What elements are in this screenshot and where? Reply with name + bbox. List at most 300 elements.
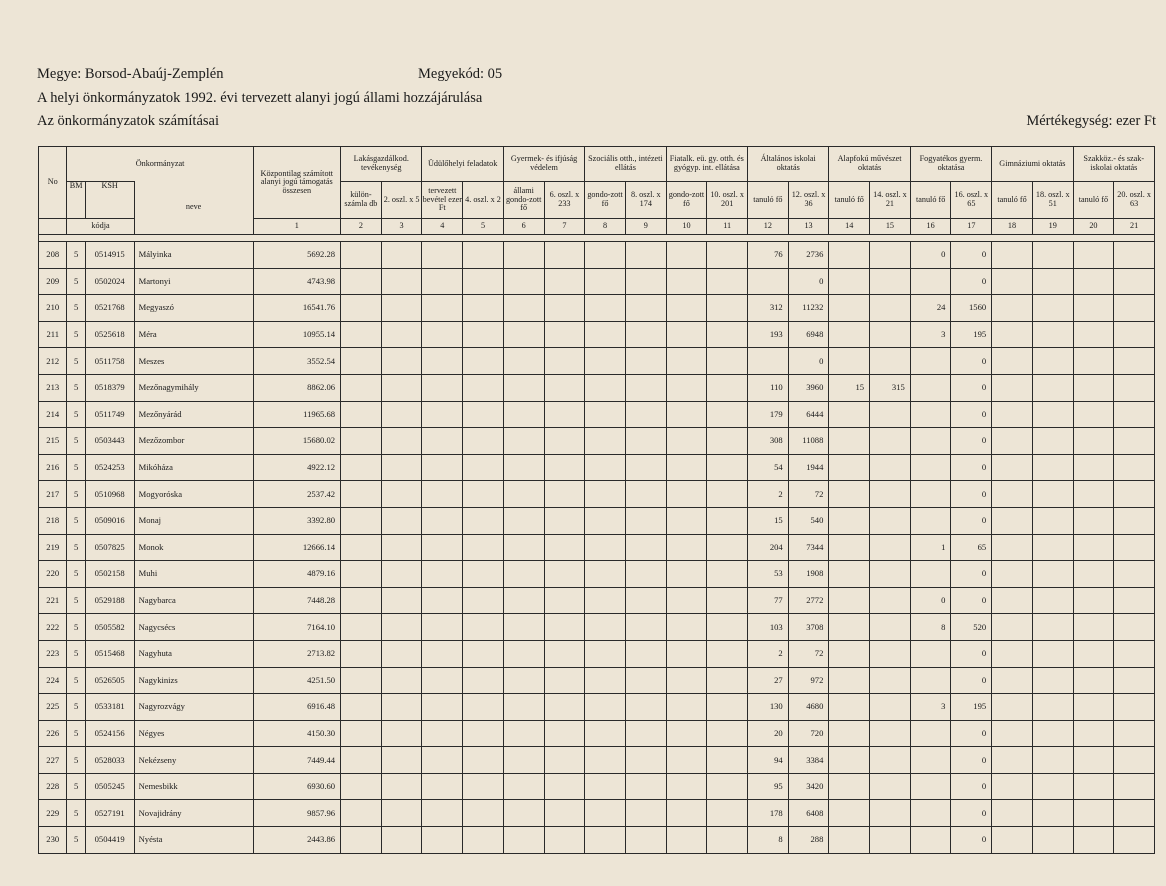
bm-code: 5 (67, 374, 85, 401)
pupils-general: 20 (748, 720, 789, 747)
bm-code: 5 (67, 827, 85, 854)
empty-cell (992, 242, 1033, 269)
empty-cell (544, 534, 585, 561)
empty-cell (544, 481, 585, 508)
empty-cell (1073, 827, 1114, 854)
empty-cell (625, 348, 666, 375)
table-row (39, 507, 1155, 534)
empty-cell (992, 773, 1033, 800)
pupils-art (829, 694, 870, 721)
total-value: 15680.02 (253, 428, 340, 455)
special-amount: 65 (951, 534, 992, 561)
row-number: 221 (39, 587, 67, 614)
table-row (39, 295, 1155, 322)
special-amount: 0 (951, 773, 992, 800)
empty-cell (585, 827, 626, 854)
empty-cell (585, 667, 626, 694)
col-header-gimnazium-a: tanuló fő (992, 182, 1033, 219)
general-amount: 72 (788, 640, 829, 667)
empty-cell (625, 401, 666, 428)
ksh-code: 0511749 (85, 401, 134, 428)
empty-cell (381, 720, 422, 747)
empty-cell (1073, 667, 1114, 694)
row-number: 215 (39, 428, 67, 455)
col-header-lakas-b: 2. oszl. x 5 (381, 182, 422, 219)
total-value: 3392.80 (253, 507, 340, 534)
col-number-9: 9 (625, 219, 666, 235)
row-number: 220 (39, 561, 67, 588)
bm-code: 5 (67, 747, 85, 774)
pupils-general (748, 268, 789, 295)
empty-cell (1073, 401, 1114, 428)
empty-cell (463, 694, 504, 721)
pupils-art (829, 348, 870, 375)
municipality-name: Nekézseny (134, 747, 253, 774)
empty-cell (992, 640, 1033, 667)
art-amount (870, 827, 911, 854)
empty-cell (544, 507, 585, 534)
pupils-general: 312 (748, 295, 789, 322)
empty-cell (422, 401, 463, 428)
empty-cell (585, 321, 626, 348)
empty-cell (1032, 321, 1073, 348)
col-header-udulo-b: 4. oszl. x 2 (463, 182, 504, 219)
table-row (39, 242, 1155, 269)
empty-cell (381, 587, 422, 614)
empty-cell (503, 534, 544, 561)
empty-cell (992, 587, 1033, 614)
col-header-kozpontilag: Központilag számított alanyi jogú támogatás összesen (253, 147, 340, 219)
empty-cell (707, 747, 748, 774)
empty-cell (503, 401, 544, 428)
total-value: 6916.48 (253, 694, 340, 721)
col-header-ksh: KSH (85, 182, 134, 219)
pupils-art (829, 587, 870, 614)
empty-cell (544, 640, 585, 667)
col-header-gimnazium-b: 18. oszl. x 51 (1032, 182, 1073, 219)
empty-cell (463, 747, 504, 774)
empty-cell (341, 720, 382, 747)
row-number: 209 (39, 268, 67, 295)
special-amount: 0 (951, 401, 992, 428)
empty-cell (992, 295, 1033, 322)
empty-cell (422, 561, 463, 588)
empty-cell (992, 374, 1033, 401)
empty-cell (625, 534, 666, 561)
empty-cell (1073, 428, 1114, 455)
empty-cell (992, 747, 1033, 774)
empty-cell (503, 242, 544, 269)
empty-cell (381, 268, 422, 295)
empty-cell (1073, 321, 1114, 348)
empty-cell (422, 587, 463, 614)
empty-cell (381, 321, 422, 348)
empty-cell (1114, 694, 1155, 721)
table-row (39, 374, 1155, 401)
empty-cell (341, 827, 382, 854)
special-amount: 0 (951, 507, 992, 534)
municipality-name: Nagycsécs (134, 614, 253, 641)
pupils-special (910, 827, 951, 854)
empty-cell (463, 640, 504, 667)
empty-cell (585, 800, 626, 827)
table-row (39, 454, 1155, 481)
empty-cell (666, 481, 707, 508)
empty-cell (585, 587, 626, 614)
empty-cell (585, 374, 626, 401)
pupils-general: 130 (748, 694, 789, 721)
bm-code: 5 (67, 773, 85, 800)
empty-cell (625, 667, 666, 694)
empty-cell (1114, 827, 1155, 854)
row-number: 213 (39, 374, 67, 401)
empty-cell (992, 401, 1033, 428)
general-amount: 1908 (788, 561, 829, 588)
empty-cell (503, 747, 544, 774)
empty-cell (992, 561, 1033, 588)
empty-cell (707, 428, 748, 455)
empty-cell (1114, 587, 1155, 614)
empty-cell (992, 694, 1033, 721)
col-header-szocialis-b: 8. oszl. x 174 (625, 182, 666, 219)
empty-cell (503, 321, 544, 348)
empty-cell (544, 800, 585, 827)
general-amount: 4680 (788, 694, 829, 721)
row-number: 222 (39, 614, 67, 641)
row-number: 218 (39, 507, 67, 534)
empty-cell (625, 428, 666, 455)
col-header-no-blank (39, 219, 67, 235)
empty-cell (707, 694, 748, 721)
pupils-art (829, 614, 870, 641)
pupils-special (910, 374, 951, 401)
ksh-code: 0533181 (85, 694, 134, 721)
pupils-general: 2 (748, 640, 789, 667)
empty-cell (707, 614, 748, 641)
empty-cell (707, 268, 748, 295)
empty-cell (463, 295, 504, 322)
special-amount: 0 (951, 481, 992, 508)
ksh-code: 0527191 (85, 800, 134, 827)
empty-cell (625, 773, 666, 800)
art-amount (870, 348, 911, 375)
special-amount: 0 (951, 561, 992, 588)
table-row (39, 348, 1155, 375)
empty-cell (1114, 481, 1155, 508)
empty-cell (1114, 561, 1155, 588)
empty-cell (544, 428, 585, 455)
empty-cell (503, 800, 544, 827)
empty-cell (707, 348, 748, 375)
empty-cell (666, 667, 707, 694)
pupils-art (829, 507, 870, 534)
empty-cell (666, 747, 707, 774)
empty-cell (503, 614, 544, 641)
empty-cell (503, 694, 544, 721)
municipality-name: Méra (134, 321, 253, 348)
total-value: 5692.28 (253, 242, 340, 269)
pupils-special: 24 (910, 295, 951, 322)
pupils-general: 193 (748, 321, 789, 348)
empty-cell (381, 401, 422, 428)
col-header-gimnazium: Gimnáziumi oktatás (992, 147, 1073, 182)
empty-cell (422, 747, 463, 774)
row-number: 227 (39, 747, 67, 774)
ksh-code: 0525618 (85, 321, 134, 348)
empty-cell (666, 773, 707, 800)
bm-code: 5 (67, 507, 85, 534)
pupils-special (910, 720, 951, 747)
empty-cell (463, 481, 504, 508)
municipality-name: Muhi (134, 561, 253, 588)
col-number-4: 4 (422, 219, 463, 235)
bm-code: 5 (67, 268, 85, 295)
empty-cell (1073, 454, 1114, 481)
empty-cell (381, 454, 422, 481)
empty-cell (381, 428, 422, 455)
art-amount (870, 242, 911, 269)
pupils-general: 8 (748, 827, 789, 854)
ksh-code: 0509016 (85, 507, 134, 534)
empty-cell (992, 720, 1033, 747)
total-value: 4922.12 (253, 454, 340, 481)
empty-cell (422, 348, 463, 375)
empty-cell (1032, 428, 1073, 455)
empty-cell (341, 800, 382, 827)
total-value: 7449.44 (253, 747, 340, 774)
empty-cell (422, 321, 463, 348)
col-number-6: 6 (503, 219, 544, 235)
col-header-alapfoku-b: 14. oszl. x 21 (870, 182, 911, 219)
col-header-gyermek-a: állami gondo-zott fő (503, 182, 544, 219)
empty-cell (381, 640, 422, 667)
empty-cell (341, 587, 382, 614)
row-number: 208 (39, 242, 67, 269)
empty-cell (341, 321, 382, 348)
bm-code: 5 (67, 295, 85, 322)
table-row (39, 800, 1155, 827)
empty-cell (503, 773, 544, 800)
empty-cell (544, 773, 585, 800)
col-header-onkormanyzat: Önkormányzat (67, 147, 253, 182)
pupils-art (829, 561, 870, 588)
empty-cell (544, 747, 585, 774)
pupils-general: 2 (748, 481, 789, 508)
empty-cell (544, 321, 585, 348)
table-row (39, 827, 1155, 854)
empty-cell (666, 295, 707, 322)
empty-cell (1114, 374, 1155, 401)
empty-cell (381, 773, 422, 800)
pupils-special: 1 (910, 534, 951, 561)
empty-cell (1032, 295, 1073, 322)
empty-cell (707, 587, 748, 614)
empty-cell (463, 534, 504, 561)
ksh-code: 0510968 (85, 481, 134, 508)
row-number: 228 (39, 773, 67, 800)
pupils-special: 0 (910, 242, 951, 269)
empty-cell (422, 242, 463, 269)
empty-cell (463, 428, 504, 455)
pupils-special (910, 561, 951, 588)
empty-cell (503, 640, 544, 667)
empty-cell (341, 348, 382, 375)
empty-cell (992, 348, 1033, 375)
empty-cell (1032, 614, 1073, 641)
municipality-name: Novajidrány (134, 800, 253, 827)
col-header-udulo: Üdülőhelyi feladatok (422, 147, 503, 182)
empty-cell (1032, 720, 1073, 747)
empty-cell (544, 401, 585, 428)
col-number-2: 2 (341, 219, 382, 235)
empty-cell (585, 614, 626, 641)
empty-cell (707, 667, 748, 694)
table-row (39, 401, 1155, 428)
empty-cell (707, 800, 748, 827)
empty-cell (381, 827, 422, 854)
empty-cell (341, 667, 382, 694)
empty-cell (625, 507, 666, 534)
empty-cell (1114, 268, 1155, 295)
table-row (39, 481, 1155, 508)
empty-cell (666, 694, 707, 721)
empty-cell (463, 561, 504, 588)
empty-cell (503, 481, 544, 508)
empty-cell (422, 694, 463, 721)
row-number: 226 (39, 720, 67, 747)
special-amount: 0 (951, 800, 992, 827)
empty-cell (341, 694, 382, 721)
empty-cell (503, 454, 544, 481)
empty-cell (666, 428, 707, 455)
col-number-19: 19 (1032, 219, 1073, 235)
empty-cell (585, 242, 626, 269)
empty-cell (625, 454, 666, 481)
municipality-name: Mezőnyárád (134, 401, 253, 428)
empty-cell (1114, 667, 1155, 694)
empty-cell (1114, 507, 1155, 534)
pupils-art (829, 534, 870, 561)
empty-cell (381, 507, 422, 534)
empty-cell (625, 800, 666, 827)
row-number: 214 (39, 401, 67, 428)
general-amount: 3708 (788, 614, 829, 641)
pupils-art (829, 295, 870, 322)
pupils-art (829, 720, 870, 747)
total-value: 4743.98 (253, 268, 340, 295)
ksh-code: 0528033 (85, 747, 134, 774)
ksh-code: 0511758 (85, 348, 134, 375)
empty-cell (666, 720, 707, 747)
col-number-1: 1 (253, 219, 340, 235)
general-amount: 3960 (788, 374, 829, 401)
empty-cell (422, 481, 463, 508)
pupils-general: 77 (748, 587, 789, 614)
special-amount: 520 (951, 614, 992, 641)
empty-cell (1073, 640, 1114, 667)
bm-code: 5 (67, 348, 85, 375)
art-amount (870, 295, 911, 322)
col-number-8: 8 (585, 219, 626, 235)
empty-cell (503, 295, 544, 322)
empty-cell (503, 667, 544, 694)
empty-cell (1032, 667, 1073, 694)
empty-cell (992, 827, 1033, 854)
allocation-table (38, 146, 1155, 854)
col-header-kodja: kódja (67, 219, 134, 235)
general-amount: 11088 (788, 428, 829, 455)
table-row (39, 720, 1155, 747)
empty-cell (341, 614, 382, 641)
empty-cell (463, 401, 504, 428)
empty-cell (503, 827, 544, 854)
pupils-general: 103 (748, 614, 789, 641)
empty-cell (992, 800, 1033, 827)
empty-cell (666, 614, 707, 641)
empty-cell (666, 827, 707, 854)
row-number: 212 (39, 348, 67, 375)
empty-cell (1032, 268, 1073, 295)
art-amount (870, 534, 911, 561)
empty-cell (585, 268, 626, 295)
empty-cell (625, 561, 666, 588)
total-value: 7448.28 (253, 587, 340, 614)
empty-cell (1114, 800, 1155, 827)
col-header-alapfoku: Alapfokú művészet oktatás (829, 147, 910, 182)
empty-cell (422, 827, 463, 854)
col-header-gyermek-b: 6. oszl. x 233 (544, 182, 585, 219)
ksh-code: 0504419 (85, 827, 134, 854)
col-number-18: 18 (992, 219, 1033, 235)
municipality-name: Mezőnagymihály (134, 374, 253, 401)
row-number: 219 (39, 534, 67, 561)
empty-cell (1032, 534, 1073, 561)
general-amount: 3384 (788, 747, 829, 774)
empty-cell (463, 242, 504, 269)
pupils-art: 15 (829, 374, 870, 401)
municipality-name: Megyaszó (134, 295, 253, 322)
empty-cell (666, 242, 707, 269)
empty-cell (463, 507, 504, 534)
empty-cell (341, 561, 382, 588)
empty-cell (381, 374, 422, 401)
empty-cell (341, 507, 382, 534)
pupils-general: 178 (748, 800, 789, 827)
empty-cell (422, 454, 463, 481)
empty-cell (463, 614, 504, 641)
bm-code: 5 (67, 720, 85, 747)
empty-cell (666, 454, 707, 481)
art-amount: 315 (870, 374, 911, 401)
empty-cell (422, 295, 463, 322)
empty-cell (1073, 348, 1114, 375)
col-header-alapfoku-a: tanuló fő (829, 182, 870, 219)
empty-cell (992, 507, 1033, 534)
art-amount (870, 561, 911, 588)
bm-code: 5 (67, 321, 85, 348)
empty-cell (1114, 454, 1155, 481)
empty-cell (625, 374, 666, 401)
col-header-bm: BM (67, 182, 85, 219)
pupils-general: 76 (748, 242, 789, 269)
general-amount: 2736 (788, 242, 829, 269)
row-number: 217 (39, 481, 67, 508)
total-value: 12666.14 (253, 534, 340, 561)
bm-code: 5 (67, 800, 85, 827)
col-number-14: 14 (829, 219, 870, 235)
empty-cell (1073, 587, 1114, 614)
bm-code: 5 (67, 242, 85, 269)
